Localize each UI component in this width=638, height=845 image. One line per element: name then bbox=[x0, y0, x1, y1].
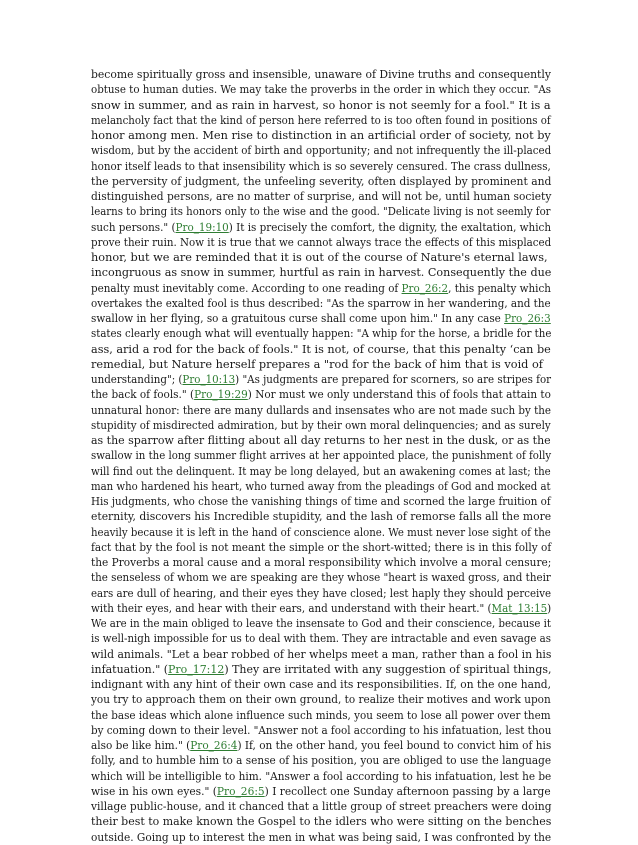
text-segment: man who hardened his heart, who turned away from the pleadings of God and mocked at bbox=[91, 479, 551, 493]
text-line bbox=[91, 372, 551, 387]
text-segment: folly, and to humble him to a sense of his position, you are obliged to use the language bbox=[91, 754, 552, 768]
text-segment: ) bbox=[547, 601, 552, 615]
text-line bbox=[91, 555, 551, 570]
text-line bbox=[91, 540, 551, 555]
text-line bbox=[91, 525, 551, 540]
text-segment: honor among men. Men rise to distinction in an artificial order of society, not by bbox=[91, 129, 551, 142]
text-line bbox=[91, 799, 551, 814]
text-line bbox=[91, 784, 551, 799]
text-segment: you try to approach them on their own ground, to realize their motives and work upon bbox=[91, 693, 551, 707]
text-segment: understanding"; ( bbox=[91, 373, 183, 386]
text-segment: wisdom, but by the accident of birth and opportunity; and not infrequently the ill-placed bbox=[91, 144, 552, 158]
text-segment: overtakes the exalted fool is thus described: "As the sparrow in her wandering, and the bbox=[91, 296, 551, 310]
text-line bbox=[91, 601, 551, 616]
text-line bbox=[91, 357, 551, 372]
text-segment: penalty must inevitably come. According to one reading of bbox=[91, 281, 402, 295]
text-segment: village public-house, and it chanced that a little group of street preachers were doing bbox=[91, 800, 552, 813]
text-segment: with their eyes, and hear with their ears, and understand with their heart." ( bbox=[91, 601, 492, 615]
text-segment: also be like him." ( bbox=[91, 739, 191, 752]
scripture-reference-link[interactable]: Pro_19:10 bbox=[175, 220, 229, 234]
text-line bbox=[91, 326, 551, 341]
text-line bbox=[91, 814, 551, 829]
text-segment: snow in summer, and as rain in harvest, so honor is not seemly for a fool." It is a bbox=[91, 98, 551, 112]
text-segment: remedial, but Nature herself prepares a "rod for the back of him that is void of bbox=[91, 357, 543, 371]
text-segment: the perversity of judgment, the unfeeling severity, often displayed by prominent and bbox=[91, 174, 552, 188]
text-segment: ) Nor must we only understand this of fools that attain to bbox=[247, 388, 551, 402]
text-segment: ) They are irritated with any suggestion of spiritual things, bbox=[224, 662, 552, 676]
text-segment: fact that by the fool is not meant the simple or the short-witted; there is in this folly of bbox=[91, 540, 552, 554]
text-line bbox=[91, 82, 551, 97]
text-segment: His judgments, who chose the vanishing things of time and scorned the large fruition of bbox=[91, 495, 551, 508]
text-line bbox=[91, 204, 551, 219]
text-line bbox=[91, 265, 551, 280]
text-segment: ) "As judgments are prepared for scorners, so are stripes for bbox=[235, 373, 552, 386]
scripture-reference-link[interactable]: Mat_13:15 bbox=[491, 601, 548, 615]
text-segment: incongruous as snow in summer, hurtful as rain in harvest. Consequently the due bbox=[91, 266, 552, 280]
text-segment: the back of fools." ( bbox=[91, 388, 195, 402]
text-segment: ) If, on the other hand, you feel bound to convict him of his bbox=[237, 739, 552, 752]
text-line bbox=[91, 479, 551, 494]
text-segment: learns to bring its honors only to the wise and the good. "Delicate living is not seemly for bbox=[91, 205, 551, 219]
text-line bbox=[91, 647, 551, 662]
scripture-reference-link[interactable]: Pro_26:5 bbox=[216, 784, 265, 798]
text-segment: which will be intelligible to him. "Answer a fool according to his infatuation, lest he be bbox=[91, 769, 552, 783]
text-line bbox=[91, 692, 551, 707]
text-segment: ears are dull of hearing, and their eyes they have closed; lest haply they should perceive bbox=[91, 586, 552, 600]
text-segment: obtuse to human duties. We may take the proverbs in the order in which they occur. "As bbox=[91, 83, 552, 97]
text-line bbox=[91, 631, 551, 646]
text-segment: is well-nigh impossible for us to deal with them. They are intractable and even savage as bbox=[91, 632, 551, 646]
text-segment: such persons." ( bbox=[91, 220, 176, 234]
text-segment: wild animals. "Let a bear robbed of her whelps meet a man, rather than a fool in his bbox=[91, 647, 552, 661]
text-line bbox=[91, 128, 551, 143]
text-line bbox=[91, 769, 551, 784]
text-segment: stupidity of misdirected admiration, but by their own moral delinquencies; and as surely bbox=[91, 418, 551, 432]
text-segment: We are in the main obliged to leave the insensate to God and their conscience, because it bbox=[91, 617, 551, 630]
scripture-reference-link[interactable]: Pro_26:2 bbox=[401, 281, 449, 295]
text-segment: outside. Going up to interest the men in what was being said, I was confronted by the bbox=[91, 830, 552, 844]
text-line bbox=[91, 281, 551, 296]
text-segment: their best to make known the Gospel to the idlers who were sitting on the benches bbox=[91, 815, 552, 829]
text-segment: will find out the delinquent. It may be long delayed, but an awakening comes at last; the bbox=[91, 464, 551, 478]
text-line bbox=[91, 723, 551, 738]
text-segment: the base ideas which alone influence such minds, you seem to lose all power over them bbox=[91, 708, 551, 722]
text-line bbox=[91, 174, 551, 189]
text-segment: ) It is precisely the comfort, the dignity, the exaltation, which bbox=[228, 220, 552, 234]
text-line bbox=[91, 677, 551, 692]
text-line bbox=[91, 159, 551, 174]
text-line bbox=[91, 250, 551, 265]
text-segment: infatuation." ( bbox=[91, 662, 169, 676]
text-line bbox=[91, 98, 551, 113]
text-line bbox=[91, 448, 551, 463]
text-segment: become spiritually gross and insensible, unaware of Divine truths and consequently bbox=[91, 68, 551, 81]
text-line bbox=[91, 738, 551, 753]
text-line bbox=[91, 830, 551, 845]
text-segment: , this penalty which bbox=[448, 281, 551, 295]
text-segment: states clearly enough what will eventually happen: "A whip for the horse, a bridle for the bbox=[91, 327, 552, 341]
text-line bbox=[91, 113, 551, 128]
text-segment: swallow in the long summer flight arrives at her appointed place, the punishment of folly bbox=[91, 449, 552, 463]
text-line bbox=[91, 433, 551, 448]
text-segment: ) I recollect one Sunday afternoon passing by a large bbox=[264, 784, 551, 798]
text-segment: indignant with any hint of their own case and its responsibilities. If, on the one hand, bbox=[91, 678, 552, 691]
text-segment: wise in his own eyes." ( bbox=[91, 784, 217, 798]
text-line bbox=[91, 753, 551, 768]
text-line bbox=[91, 570, 551, 585]
text-segment: ass, arid a rod for the back of fools." It is not, of course, that this penalty ‘can be bbox=[91, 342, 551, 356]
text-segment: honor, but we are reminded that it is out of the course of Nature's eternal laws, bbox=[91, 251, 548, 264]
document-page bbox=[91, 67, 551, 845]
text-line bbox=[91, 342, 551, 357]
text-line bbox=[91, 586, 551, 601]
text-line bbox=[91, 509, 551, 524]
text-segment: prove their ruin. Now it is true that we cannot always trace the effects of this misplaced bbox=[91, 235, 552, 249]
text-line bbox=[91, 387, 551, 402]
text-line bbox=[91, 418, 551, 433]
text-line bbox=[91, 189, 551, 204]
text-line bbox=[91, 296, 551, 311]
text-line bbox=[91, 464, 551, 479]
text-segment: by coming down to their level. "Answer not a fool according to his infatuation, lest thou bbox=[91, 723, 552, 737]
scripture-reference-link[interactable]: Pro_26:3 bbox=[504, 312, 551, 325]
text-segment: eternity, discovers his Incredible stupidity, and the lash of remorse falls all the more bbox=[91, 510, 552, 524]
scripture-reference-link[interactable]: Pro_26:4 bbox=[190, 739, 238, 752]
scripture-reference-link[interactable]: Pro_10:13 bbox=[182, 373, 236, 386]
text-line bbox=[91, 494, 551, 509]
text-segment: melancholy fact that the kind of person here referred to is too often found in positions of bbox=[91, 113, 551, 127]
scripture-reference-link[interactable]: Pro_17:12 bbox=[168, 662, 225, 676]
text-segment: the Proverbs a moral cause and a moral responsibility which involve a moral censure; bbox=[91, 556, 552, 569]
text-segment: the senseless of whom we are speaking are they whose "heart is waxed gross, and their bbox=[91, 571, 551, 585]
text-line bbox=[91, 220, 551, 235]
text-segment: heavily because it is left in the hand of conscience alone. We must never lose sight of the bbox=[91, 525, 551, 539]
text-segment: distinguished persons, are no matter of surprise, and will not be, until human society bbox=[91, 190, 552, 203]
text-line bbox=[91, 143, 551, 158]
scripture-reference-link[interactable]: Pro_19:29 bbox=[194, 388, 248, 402]
text-line bbox=[91, 708, 551, 723]
text-segment: unnatural honor: there are many dullards and insensates who are not made such by the bbox=[91, 403, 551, 417]
text-segment: honor itself leads to that insensibility which is so severely censured. The crass dullness, bbox=[91, 159, 551, 173]
text-line bbox=[91, 662, 551, 677]
text-segment: swallow in her flying, so a gratuitous curse shall come upon him." In any case bbox=[91, 312, 505, 325]
text-segment: as the sparrow after flitting about all day returns to her nest in the dusk, or as the bbox=[91, 434, 551, 447]
text-line bbox=[91, 235, 551, 250]
text-line bbox=[91, 67, 551, 82]
text-line bbox=[91, 616, 551, 631]
text-line bbox=[91, 311, 551, 326]
text-line bbox=[91, 403, 551, 418]
